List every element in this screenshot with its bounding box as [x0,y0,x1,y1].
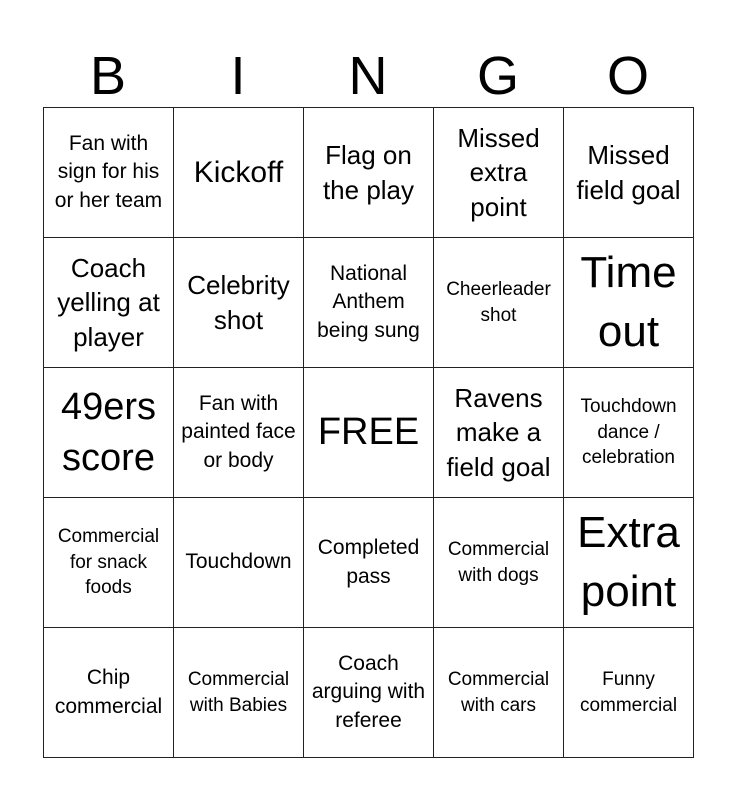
bingo-cell[interactable]: Cheerleader shot [434,238,564,368]
bingo-cell[interactable]: Funny commercial [564,628,694,758]
bingo-cell[interactable]: Missed extra point [434,108,564,238]
bingo-cell[interactable]: Celebrity shot [174,238,304,368]
board-row [44,108,694,238]
free-space[interactable]: FREE [304,368,434,498]
bingo-cell[interactable]: Time out [564,238,694,368]
bingo-cell[interactable]: Missed field goal [564,108,694,238]
bingo-cell[interactable]: Commercial with Babies [174,628,304,758]
bingo-cell[interactable]: Commercial with cars [434,628,564,758]
header-letter-o: O [606,46,649,106]
bingo-cell[interactable]: Extra point [564,498,694,628]
bingo-cell[interactable]: National Anthem being sung [304,238,434,368]
bingo-board [43,107,694,758]
header-letter-g: G [476,46,519,106]
bingo-cell[interactable]: Flag on the play [304,108,434,238]
bingo-cell[interactable]: 49ers score [44,368,174,498]
bingo-header [43,46,693,106]
bingo-cell[interactable]: Touchdown dance / celebration [564,368,694,498]
bingo-cell[interactable]: Coach yelling at player [44,238,174,368]
header-letter-i: I [230,46,246,106]
bingo-cell[interactable]: Coach arguing with referee [304,628,434,758]
board-row [44,368,694,498]
bingo-cell[interactable]: Touchdown [174,498,304,628]
header-letter-n: N [348,46,388,106]
board-row [44,498,694,628]
bingo-cell[interactable]: Fan with painted face or body [174,368,304,498]
bingo-cell[interactable]: Fan with sign for his or her team [44,108,174,238]
bingo-cell[interactable]: Commercial for snack foods [44,498,174,628]
bingo-cell[interactable]: Ravens make a field goal [434,368,564,498]
bingo-cell[interactable]: Kickoff [174,108,304,238]
board-row [44,628,694,758]
bingo-cell[interactable]: Completed pass [304,498,434,628]
board-row [44,238,694,368]
bingo-cell[interactable]: Commercial with dogs [434,498,564,628]
header-letter-b: B [89,46,127,106]
bingo-cell[interactable]: Chip commercial [44,628,174,758]
